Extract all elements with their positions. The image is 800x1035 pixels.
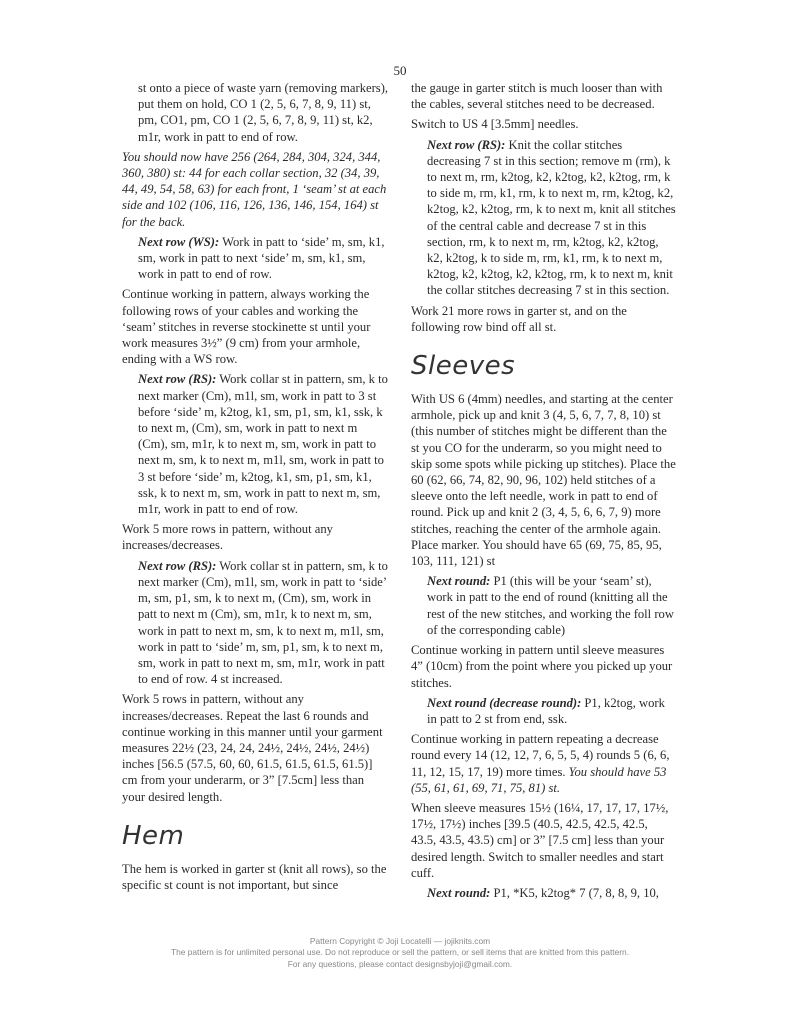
- footer-usage-notice: The pattern is for unlimited personal use. Do not reproduce or sell the pattern, or sell items that are knitted from this pattern.: [170, 947, 630, 958]
- footer-contact: For any questions, please contact designsbyjoji@gmail.com.: [287, 958, 513, 969]
- paragraph: [411, 731, 676, 796]
- paragraph: Continue working in pattern until sleeve measures 4” (10cm) from the point where you picked up your stitches.: [411, 643, 673, 690]
- paragraph-text: Continue working in pattern repeating a decrease round every 14 (12, 12, 7, 6, 5, 5, 4) rounds 5 (6, 6, 11, 12, 15, 17, 19) more times.: [411, 732, 670, 779]
- right-column: [411, 80, 676, 905]
- paragraph: st onto a piece of waste yarn (removing markers), put them on hold, CO 1 (2, 5, 6, 7, 8, 9, 11) st, pm, CO1, pm, CO 1 (2, 5, 6, 7, 8, 9, 11) st, k2, m1r, work in patt to end of row.: [138, 81, 389, 144]
- paragraph: Work 5 rows in pattern, without any increases/decreases. Repeat the last 6 rounds and continue working in this manner until your garment measures 22½ (23, 24, 24, 24½, 24½, 24½, 24½) inches [56.5 (57.5, 60, 60, 61.5, 61.5, 61.5, 61.5)] cm from your underarm, or 3” [7.5cm] less than your desired length.: [122, 692, 383, 804]
- row-label: Next row (WS):: [138, 234, 220, 249]
- footer-copyright: Pattern Copyright © Joji Locatelli — jojiknits.com: [309, 936, 491, 946]
- row-label: Next row (RS):: [138, 558, 217, 573]
- paragraph: the gauge in garter stitch is much looser than with the cables, several stitches need to be decreased.: [411, 81, 663, 112]
- left-column: [122, 80, 390, 897]
- paragraph: With US 6 (4mm) needles, and starting at the center armhole, pick up and knit 3 (4, 5, 6, 7, 7, 8, 10) st (this number of stitches might be different than the st you CO for the underarm, so you might need to skip some spots while picking up stitches). Place the 60 (62, 66, 74, 82, 90, 96, 102) held stitches of a sleeve onto the left needle, work in patt to end of round. Pick up and knit 2 (3, 4, 5, 6, 6, 7, 9) more stitches, reaching the center of the armhole again. Place marker. You should have 65 (69, 75, 85, 95, 103, 111, 121) st: [411, 392, 676, 569]
- row-text: P1, *K5, k2tog* 7 (7, 8, 8, 9, 10,: [490, 885, 659, 900]
- paragraph: When sleeve measures 15½ (16¼, 17, 17, 17, 17½, 17½, 17½) inches [39.5 (40.5, 42.5, 42.5, 42.5, 43.5, 43.5, 43.5) cm] or 3” [7.5 cm] less than your desired length. Switch to smaller needles and start cuff.: [411, 800, 669, 880]
- paragraph: The hem is worked in garter st (knit all rows), so the specific st count is not important, but since: [122, 861, 387, 892]
- row-label: Next round:: [427, 574, 491, 589]
- row-text: P1 (this will be your ‘seam’ st), work in patt to the end of round (knitting all the rest of the new stitches, and working the foll row of the corresponding cable): [427, 574, 674, 637]
- instruction-next-row-rs: [411, 137, 676, 299]
- row-text: P1, k2tog, work in patt to 2 st from end, ssk.: [427, 695, 665, 726]
- paragraph: Continue working in pattern, always working the following rows of your cables and working the ‘seam’ stitches in reverse stockinette st until your work measures 3½” (9 cm) from your armhole, ending with a WS row.: [122, 287, 371, 367]
- section-title-hem: Hem: [122, 820, 185, 851]
- row-label: Next row (RS):: [138, 372, 217, 387]
- instruction-next-row-rs: [122, 371, 390, 517]
- section-title-sleeves: Sleeves: [411, 351, 516, 382]
- instruction-next-round: [411, 885, 676, 901]
- paragraph: Switch to US 4 [3.5mm] needles.: [411, 117, 579, 132]
- row-label: Next round (decrease round):: [427, 695, 582, 710]
- footer: [0, 936, 800, 970]
- row-text: Work collar st in pattern, sm, k to next marker (Cm), m1l, sm, work in patt to 3 st before ‘side’ m, k2tog, k1, sm, p1, sm, k1, ssk, k to next m, (Cm), sm, work in patt to next m (Cm), sm, m1r, k to next m, sm, work in patt to next m, sm, k to next m, m1l, sm, work in patt to 3 st before ‘side’ m, k2tog, k1, sm, p1, sm, k1, ssk, k to next m, sm, work in patt to next m, sm, m1r, work in patt to end of row.: [138, 372, 388, 517]
- row-text: Work in patt to ‘side’ m, sm, k1, sm, work in patt to next ‘side’ m, sm, k1, sm, work in patt to end of row.: [138, 234, 385, 282]
- instruction-next-row-rs: [122, 558, 390, 688]
- italic-note: You should have 53 (55, 61, 61, 69, 71, 75, 81) st.: [411, 764, 667, 795]
- italic-note: You should now have 256 (264, 284, 304, 324, 344, 360, 380) st: 44 for each collar section, 32 (34, 39, 44, 49, 54, 58, 63) for each front, 1 ‘seam’ st at each side and 102 (106, 116, 126, 136, 146, 154, 164) st for the back.: [122, 149, 387, 229]
- instruction-next-row-ws: [122, 234, 390, 283]
- paragraph: Work 5 more rows in pattern, without any increases/decreases.: [122, 522, 333, 553]
- instruction-next-round: [411, 573, 676, 638]
- page-number: 50: [393, 63, 407, 78]
- row-label: Next round:: [427, 885, 491, 900]
- row-text: Knit the collar stitches decreasing 7 st in this section; remove m (rm), k to next m, rm, k2tog, k2, k2tog, k2, k2tog, rm, k to side m, rm, k1, rm, k to next m, rm, k2tog, k2, k2tog, k2, k2tog, rm, k to next m, knit all stitches of the central cable and decrease 7 st in this section, rm, k to next m, rm, k2tog, k2, k2tog, k2, k2tog, k to side m, rm, k1, rm, k to next m, k2tog, k2, k2tog, k2, k2tog, rm, k to next m, knit the collar stitches decreasing 7 st in this section.: [427, 137, 676, 298]
- row-label: Next row (RS):: [427, 137, 506, 152]
- paragraph: Work 21 more rows in garter st, and on the following row bind off all st.: [411, 303, 627, 334]
- stitch-count-note: [122, 149, 390, 230]
- row-text: Work collar st in pattern, sm, k to next marker (Cm), m1l, sm, work in patt to ‘side’ m, sm, p1, sm, k to next m, (Cm), sm, work in patt to next m (Cm), sm, m1r, k to next m, sm, work in patt to next m, sm, k to next m, m1l, sm, work in patt to ‘side’ m, sm, p1, sm, k to next m, sm, work in patt to next m, sm, m1r, work in patt to end of row. 4 st increased.: [138, 558, 388, 687]
- instruction-decrease-round: [411, 695, 676, 727]
